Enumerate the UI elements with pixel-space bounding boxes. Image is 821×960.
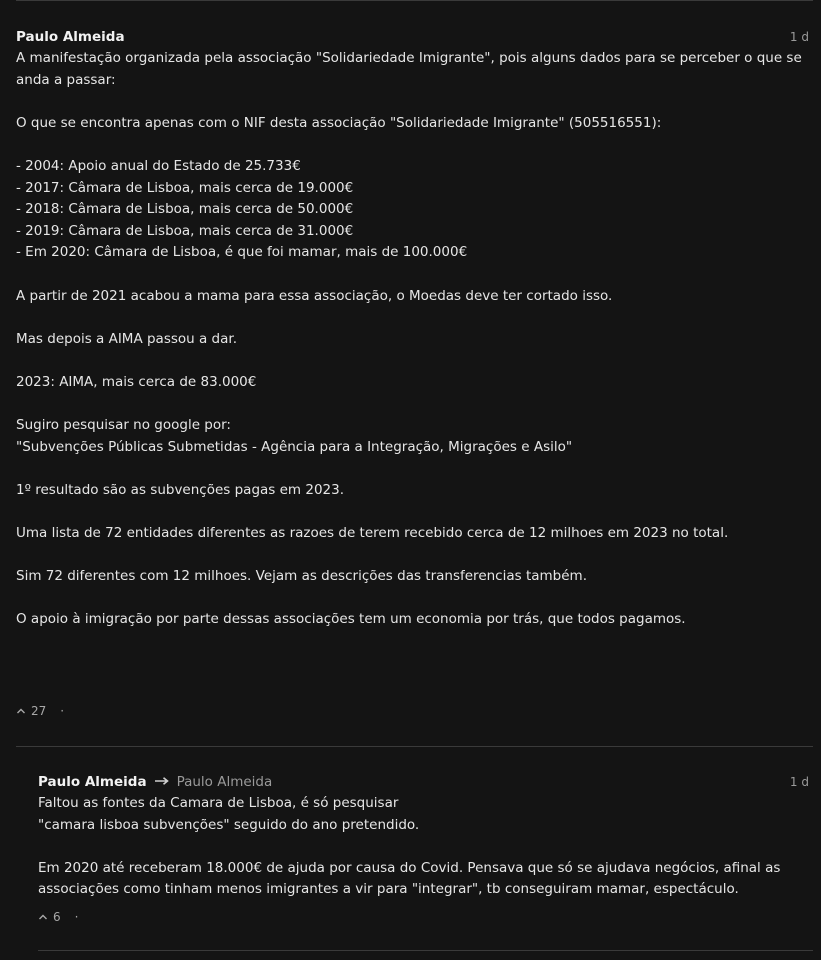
comment-time: 1 d <box>789 30 809 44</box>
comment-paragraph <box>16 566 813 588</box>
text-line: O apoio à imigração por parte dessas associações tem um economia por trás, que todos pagamos. <box>16 611 686 628</box>
comment-actions <box>16 704 64 718</box>
comment-paragraph <box>16 156 813 264</box>
author-name[interactable]: Paulo Almeida <box>16 29 125 45</box>
more-options[interactable]: · <box>74 910 79 924</box>
text-line: - 2004: Apoio anual do Estado de 25.733€ <box>16 157 301 174</box>
comment-time: 1 d <box>789 775 809 789</box>
comment-paragraph <box>38 793 813 836</box>
top-divider <box>16 0 813 1</box>
text-line: - 2017: Câmara de Lisboa, mais cerca de 19.000€ <box>16 179 354 196</box>
comment-actions <box>38 910 78 924</box>
comment-header <box>38 772 813 792</box>
text-line: 1º resultado são as subvenções pagas em 2023. <box>16 481 345 498</box>
comment-divider <box>16 746 813 747</box>
chevron-up-icon <box>38 913 48 921</box>
comment-paragraph <box>38 858 813 901</box>
text-line: Faltou as fontes da Camara de Lisboa, é só pesquisar <box>38 795 399 811</box>
comment-header <box>16 27 813 47</box>
comment-body <box>16 48 813 631</box>
text-line: - 2019: Câmara de Lisboa, mais cerca de 31.000€ <box>16 222 354 239</box>
arrow-right-icon <box>154 774 170 790</box>
text-line: A partir de 2021 acabou a mama para essa associação, o Moedas deve ter cortado isso. <box>16 287 613 304</box>
text-line: - Em 2020: Câmara de Lisboa, é que foi mamar, mais de 100.000€ <box>16 244 468 261</box>
text-line: "Subvenções Públicas Submetidas - Agência para a Integração, Migrações e Asilo" <box>16 438 573 455</box>
text-line: Mas depois a AIMA passou a dar. <box>16 330 238 347</box>
text-line: A manifestação organizada pela associação "Solidariedade Imigrante", pois alguns dados para se perceber o que se anda a passar: <box>16 50 802 88</box>
text-line: "camara lisboa subvenções" seguido do ano pretendido. <box>38 816 420 833</box>
comment-paragraph <box>16 415 813 458</box>
comment-paragraph <box>16 372 813 394</box>
comment-body <box>38 793 813 901</box>
upvote-button[interactable] <box>38 910 61 924</box>
comment-paragraph <box>16 480 813 502</box>
comment <box>16 27 813 631</box>
text-line: Sim 72 diferentes com 12 milhoes. Vejam as descrições das transferencias também. <box>16 568 587 585</box>
comment-divider <box>38 950 813 951</box>
comment-paragraph <box>16 523 813 545</box>
author-name[interactable]: Paulo Almeida <box>38 774 147 790</box>
text-line: - 2018: Câmara de Lisboa, mais cerca de 50.000€ <box>16 201 354 218</box>
upvote-count: 27 <box>31 704 47 718</box>
text-line: O que se encontra apenas com o NIF desta associação "Solidariedade Imigrante" (505516551): <box>16 114 662 131</box>
comment-paragraph <box>16 329 813 351</box>
upvote-button[interactable] <box>16 704 46 718</box>
comment-paragraph <box>16 286 813 308</box>
text-line: Uma lista de 72 entidades diferentes as razoes de terem recebido cerca de 12 milhoes em 2023 no total. <box>16 525 729 542</box>
comment-paragraph <box>16 609 813 631</box>
reply-to-name[interactable]: Paulo Almeida <box>176 774 273 790</box>
text-line: Em 2020 até receberam 18.000€ de ajuda por causa do Covid. Pensava que só se ajudava negócios, afinal as associações como tinham menos imigrantes a vir para "integrar", tb conseguiram mamar, espectáculo. <box>38 859 781 898</box>
more-options[interactable]: · <box>60 704 65 718</box>
reply-comment <box>38 772 813 901</box>
upvote-count: 6 <box>53 910 61 924</box>
text-line: 2023: AIMA, mais cerca de 83.000€ <box>16 373 257 390</box>
comment-paragraph <box>16 113 813 135</box>
comment-paragraph <box>16 48 813 91</box>
text-line: Sugiro pesquisar no google por: <box>16 417 231 434</box>
chevron-up-icon <box>16 707 26 715</box>
